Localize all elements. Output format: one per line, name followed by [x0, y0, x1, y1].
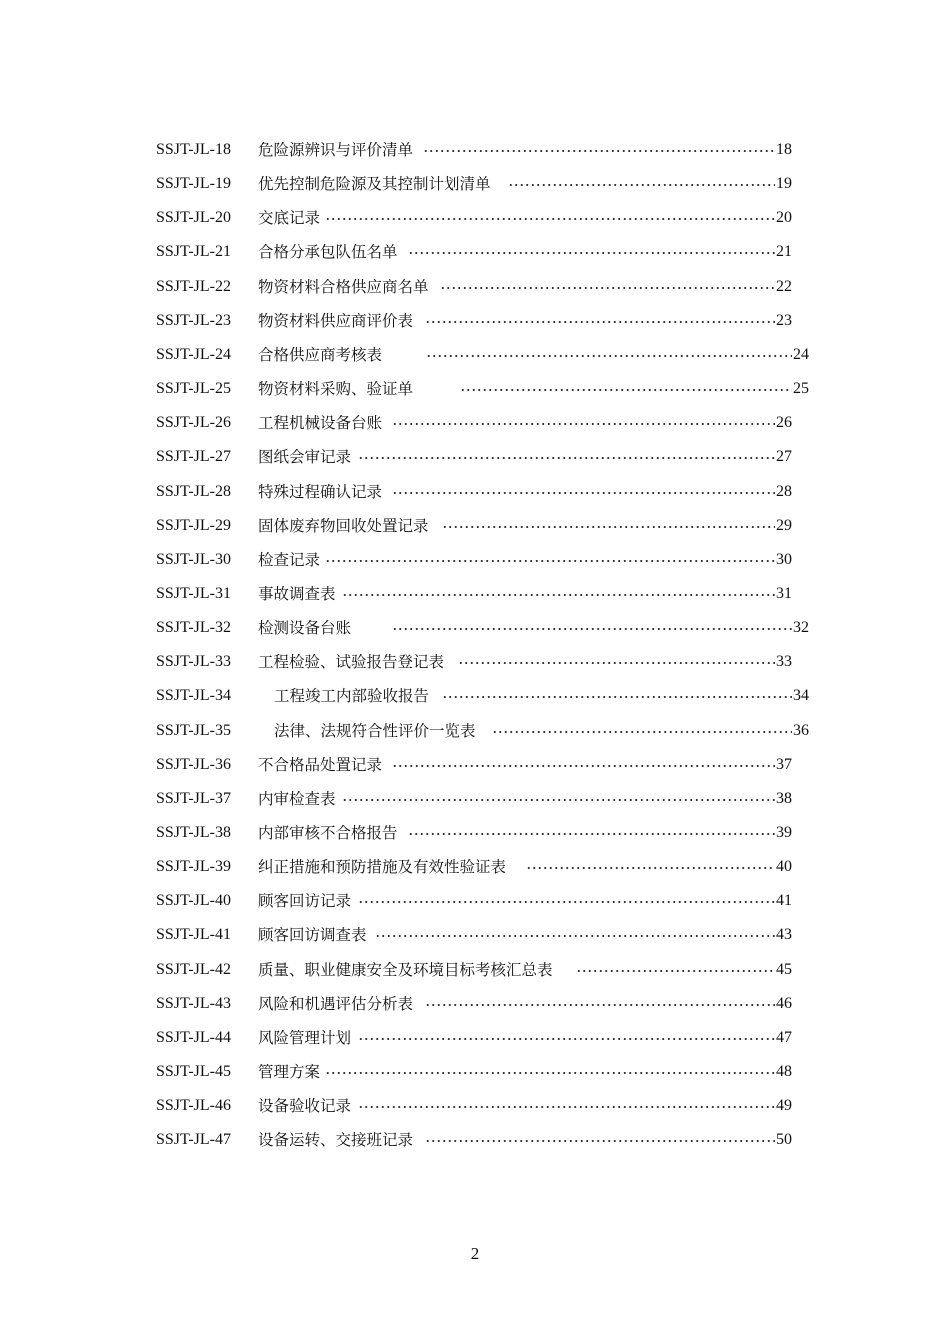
dot-leader [425, 1140, 775, 1142]
toc-entry-title: 纠正措施和预防措施及有效性验证表 [258, 858, 507, 877]
dot-leader [460, 389, 792, 391]
toc-entry-page: 39 [776, 824, 792, 841]
toc-entry-code: SSJT-JL-33 [156, 653, 231, 671]
toc-entry-page: 33 [776, 653, 792, 671]
toc-entry [0, 679, 950, 713]
toc-entry [0, 918, 950, 952]
toc-entry-code: SSJT-JL-34 [156, 687, 231, 705]
dot-leader [425, 1004, 775, 1006]
toc-entry-code: SSJT-JL-45 [156, 1063, 231, 1081]
toc-entry-title: 内部审核不合格报告 [258, 824, 398, 842]
dot-leader [325, 1072, 775, 1074]
toc-entry-page: 40 [776, 858, 792, 876]
toc-entry-code: SSJT-JL-27 [156, 448, 231, 466]
dot-leader [423, 150, 775, 152]
toc-entry-code: SSJT-JL-23 [156, 311, 231, 329]
toc-entry [0, 167, 950, 201]
dot-leader [408, 252, 775, 254]
toc-entry-code: SSJT-JL-26 [156, 414, 231, 432]
toc-entry [0, 235, 950, 269]
toc-entry-title: 图纸会审记录 [258, 448, 352, 467]
toc-entry-code: SSJT-JL-21 [156, 243, 231, 261]
dot-leader [458, 662, 775, 664]
toc-entry-code: SSJT-JL-25 [156, 380, 231, 398]
toc-entry-title: 检测设备台账 [258, 619, 352, 638]
dot-leader [358, 1038, 775, 1040]
toc-entry-code: SSJT-JL-18 [156, 141, 231, 158]
toc-entry [0, 372, 950, 406]
toc-entry-title: 特殊过程确认记录 [258, 482, 383, 501]
toc-entry-title: 合格分承包队伍名单 [258, 243, 398, 262]
toc-entry-code: SSJT-JL-29 [156, 516, 231, 534]
toc-entry-title: 法律、法规符合性评价一览表 [274, 721, 476, 740]
toc-entry [0, 270, 950, 304]
toc-entry-code: SSJT-JL-36 [156, 755, 231, 773]
toc-entry-title: 检查记录 [258, 550, 321, 569]
dot-leader [442, 696, 792, 698]
toc-entry-page: 37 [776, 755, 792, 773]
toc-entry [0, 884, 950, 918]
toc-entry-title: 设备运转、交接班记录 [258, 1131, 414, 1150]
toc-entry-page: 20 [776, 209, 792, 227]
toc-entry-code: SSJT-JL-44 [156, 1028, 231, 1046]
toc-entry-code: SSJT-JL-42 [156, 960, 231, 978]
toc-entry-page: 38 [776, 789, 792, 807]
toc-entry-page: 24 [793, 345, 809, 363]
dot-leader [358, 457, 775, 459]
dot-leader [508, 184, 775, 186]
dot-leader [375, 935, 775, 937]
toc-entry-page: 26 [776, 414, 792, 432]
toc-entry-code: SSJT-JL-31 [156, 584, 231, 602]
toc-entry [0, 987, 950, 1021]
toc-entry-page: 31 [776, 584, 792, 602]
dot-leader [440, 287, 775, 289]
toc-entry-title: 风险管理计划 [258, 1028, 352, 1047]
toc-entry [0, 475, 950, 509]
toc-entry-page: 50 [776, 1131, 792, 1149]
toc-entry-page: 30 [776, 550, 792, 568]
toc-entry-page: 41 [776, 892, 792, 910]
toc-entry [0, 714, 950, 748]
toc-entry [0, 1123, 950, 1157]
toc-entry-code: SSJT-JL-35 [156, 721, 231, 739]
dot-leader [392, 492, 775, 494]
toc-entry-page: 29 [776, 516, 792, 534]
page-number: 2 [470, 1244, 480, 1263]
toc-entry-page: 18 [776, 141, 792, 158]
toc-entry-title: 固体废弃物回收处置记录 [258, 516, 429, 535]
toc-entry-code: SSJT-JL-47 [156, 1131, 231, 1149]
dot-leader [358, 1106, 775, 1108]
toc-entry [0, 440, 950, 474]
dot-leader [392, 423, 775, 425]
toc-entry-code: SSJT-JL-40 [156, 892, 231, 910]
dot-leader [325, 560, 775, 562]
dot-leader [442, 526, 775, 528]
toc-entry [0, 338, 950, 372]
dot-leader [408, 833, 775, 835]
toc-entry-code: SSJT-JL-32 [156, 619, 231, 637]
toc-entry-page: 48 [776, 1063, 792, 1081]
toc-entry-title: 优先控制危险源及其控制计划清单 [258, 175, 491, 194]
dot-leader [342, 799, 775, 801]
toc-entry-page: 36 [793, 721, 809, 739]
toc-entry-title: 交底记录 [258, 209, 321, 228]
toc-entry [0, 850, 950, 884]
toc-entry-code: SSJT-JL-24 [156, 345, 231, 363]
toc-entry [0, 1089, 950, 1123]
toc-entry-page: 49 [776, 1097, 792, 1115]
toc-entry-title: 工程竣工内部验收报告 [274, 687, 430, 706]
toc-entry-title: 工程机械设备台账 [258, 414, 383, 433]
toc-entry-code: SSJT-JL-22 [156, 277, 231, 295]
toc-entry-title: 物资材料采购、验证单 [258, 380, 414, 399]
toc-entry-title: 管理方案 [258, 1063, 321, 1082]
toc-entry-code: SSJT-JL-43 [156, 994, 231, 1012]
toc-entry-code: SSJT-JL-28 [156, 482, 231, 500]
toc-entry-page: 45 [776, 960, 792, 978]
dot-leader [526, 867, 775, 869]
toc-entry-page: 47 [776, 1028, 792, 1046]
dot-leader [426, 355, 792, 357]
toc-entry [0, 816, 950, 850]
toc-entry-title: 物资材料供应商评价表 [258, 311, 414, 330]
toc-entry-page: 46 [776, 994, 792, 1012]
toc-entry-page: 34 [793, 687, 809, 705]
dot-leader [576, 970, 775, 972]
toc-entry-title: 内审检查表 [258, 789, 336, 808]
toc-entry-page: 43 [776, 926, 792, 944]
toc-entry [0, 304, 950, 338]
toc-entry [0, 509, 950, 543]
toc-entry-code: SSJT-JL-19 [156, 175, 231, 193]
toc-entry-title: 顾客回访调查表 [258, 926, 367, 945]
toc-entry-code: SSJT-JL-37 [156, 789, 231, 807]
toc-entry [0, 543, 950, 577]
dot-leader [392, 628, 792, 630]
toc-entry-title: 质量、职业健康安全及环境目标考核汇总表 [258, 960, 553, 979]
toc-entry [0, 577, 950, 611]
toc-entry [0, 1021, 950, 1055]
dot-leader [492, 731, 792, 733]
toc-entry-page: 22 [776, 277, 792, 295]
dot-leader [325, 218, 775, 220]
toc-entry-page: 19 [776, 175, 792, 193]
dot-leader [358, 901, 775, 903]
toc-entry [0, 953, 950, 987]
toc-entry [0, 645, 950, 679]
toc-entry-code: SSJT-JL-41 [156, 926, 231, 944]
toc-entry-title: 物资材料合格供应商名单 [258, 277, 429, 296]
toc-entry-page: 21 [776, 243, 792, 261]
toc-entry-title: 工程检验、试验报告登记表 [258, 653, 445, 672]
dot-leader [425, 321, 775, 323]
toc-entry-title: 顾客回访记录 [258, 892, 352, 911]
toc-entry-page: 23 [776, 311, 792, 329]
toc-entry-code: SSJT-JL-30 [156, 550, 231, 568]
toc-entry-title: 事故调查表 [258, 584, 336, 603]
toc-entry-code: SSJT-JL-46 [156, 1097, 231, 1115]
toc-entry-page: 27 [776, 448, 792, 466]
toc-entry-title: 风险和机遇评估分析表 [258, 994, 414, 1013]
toc-entry-title: 不合格品处置记录 [258, 755, 383, 774]
dot-leader [392, 765, 775, 767]
toc-entry-page: 25 [793, 380, 809, 398]
toc-entry-code: SSJT-JL-20 [156, 209, 231, 227]
toc-entry-title: 设备验收记录 [258, 1097, 352, 1116]
toc-entry-page: 32 [793, 619, 809, 637]
toc-entry [0, 782, 950, 816]
toc-entry [0, 406, 950, 440]
toc-entry [0, 201, 950, 235]
toc-entry-title: 合格供应商考核表 [258, 345, 383, 364]
toc-entry [0, 748, 950, 782]
toc-entry-code: SSJT-JL-38 [156, 824, 231, 841]
dot-leader [342, 594, 775, 596]
toc-entry-title: 危险源辨识与评价清单 [258, 141, 414, 159]
toc-entry [0, 1055, 950, 1089]
toc-entry-page: 28 [776, 482, 792, 500]
toc-entry [0, 133, 950, 167]
toc-entry-code: SSJT-JL-39 [156, 858, 231, 876]
toc-entry [0, 611, 950, 645]
